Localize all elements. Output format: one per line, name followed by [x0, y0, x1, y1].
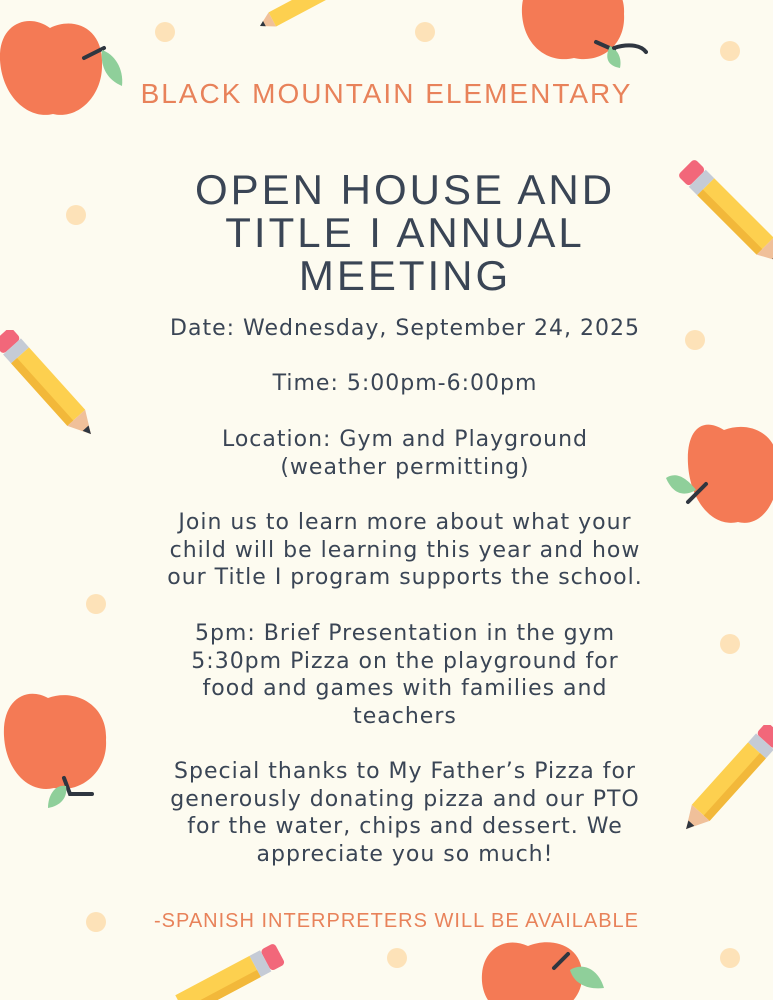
thanks-line: Special thanks to My Father’s Pizza for	[174, 759, 636, 784]
invite-line: our Title I program supports the school.	[167, 565, 643, 590]
event-location	[100, 426, 710, 481]
title-line: TITLE I ANNUAL	[225, 209, 585, 256]
thanks-line: for the water, chips and dessert. We	[187, 814, 623, 839]
title-line: OPEN HOUSE AND	[194, 166, 616, 213]
decor-dot	[720, 634, 740, 654]
event-time: Time: 5:00pm-6:00pm	[272, 371, 538, 396]
thanks-line: appreciate you so much!	[256, 841, 554, 867]
decor-dot	[86, 594, 106, 614]
thanks-line: generously donating pizza and our PTO	[170, 786, 640, 812]
schedule-line: food and games with families and	[202, 676, 608, 701]
location-line: (weather permitting)	[280, 454, 530, 480]
invite-line: Join us to learn more about what your	[178, 510, 632, 535]
school-name: BLACK MOUNTAIN ELEMENTARY	[140, 78, 633, 109]
invite-line: child will be learning this year and how	[169, 537, 641, 563]
pencil-icon	[675, 160, 773, 275]
event-date: Date: Wednesday, September 24, 2025	[170, 316, 640, 341]
schedule-line: teachers	[353, 703, 457, 729]
apple-icon	[518, 0, 648, 70]
schedule-line: 5:30pm Pizza on the playground for	[191, 648, 619, 674]
decor-dot	[720, 41, 740, 61]
interpreter-note: -SPANISH INTERPRETERS WILL BE AVAILABLE	[153, 910, 640, 932]
invite-paragraph	[100, 509, 710, 592]
location-line: Location: Gym and Playground	[221, 427, 589, 452]
decor-dot	[66, 205, 86, 225]
pencil-icon	[252, 0, 332, 35]
apple-icon	[478, 940, 608, 1000]
decor-dot	[720, 948, 740, 968]
schedule-line: 5pm: Brief Presentation in the gym	[194, 621, 616, 646]
pencil-icon	[0, 330, 100, 445]
pencil-icon	[175, 940, 285, 1000]
title-line: MEETING	[298, 252, 512, 299]
decor-dot	[155, 22, 175, 42]
schedule-paragraph	[100, 620, 710, 730]
event-title	[150, 168, 660, 297]
decor-dot	[387, 948, 407, 968]
decor-dot	[415, 22, 435, 42]
apple-icon	[0, 690, 115, 820]
thanks-paragraph	[100, 758, 710, 868]
